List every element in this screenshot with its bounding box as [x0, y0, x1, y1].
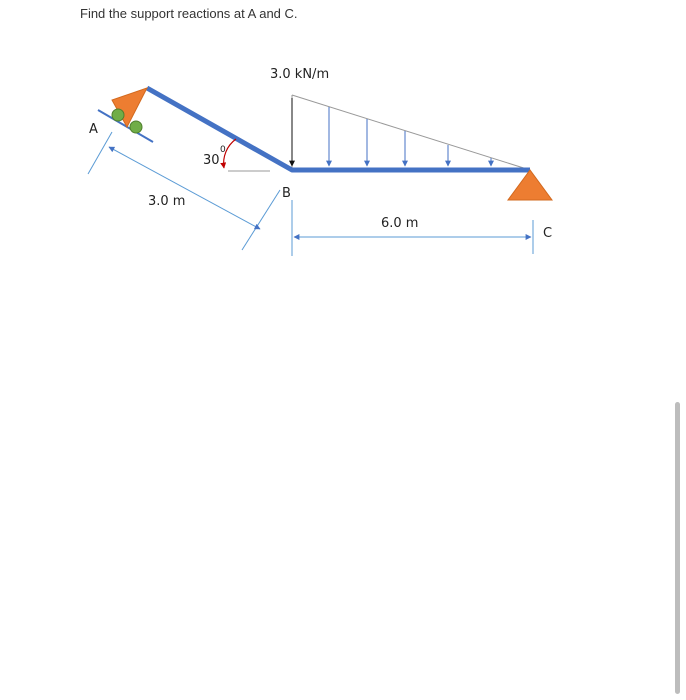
point-b-label: B [282, 186, 291, 201]
vertical-scrollbar[interactable] [675, 402, 680, 694]
horizontal-dimension-label: 6.0 m [381, 216, 419, 231]
point-c-label: C [543, 226, 553, 241]
roller-wheel [112, 109, 124, 121]
roller-wheel [130, 121, 142, 133]
angle-label: 30 [203, 153, 220, 168]
dimension-line [109, 147, 260, 229]
load-top-edge [292, 95, 530, 170]
pin-support-c [508, 170, 552, 200]
dimension-extension [242, 190, 280, 250]
incline-dimension-label: 3.0 m [148, 194, 186, 209]
question-text: Find the support reactions at A and C. [80, 6, 298, 21]
distributed-load [292, 95, 530, 170]
point-a-label: A [89, 122, 98, 137]
dimension-extension [88, 132, 112, 174]
roller-support-a [98, 88, 153, 142]
angle-degree-mark: 0 [220, 145, 226, 155]
load-label: 3.0 kN/m [270, 67, 330, 82]
